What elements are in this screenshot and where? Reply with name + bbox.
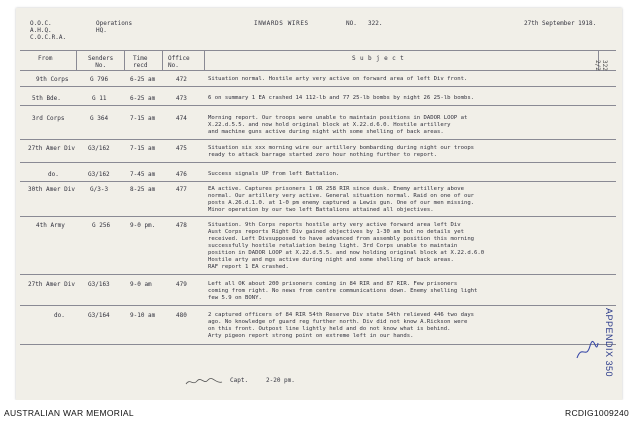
col-divider-2 <box>124 50 125 70</box>
row-rule <box>20 181 616 182</box>
doc-title: INWARDS WIRES <box>254 20 309 27</box>
row-subject-line: Situation six xxx morning wire our artillery bombarding during night our troops <box>208 145 475 151</box>
row-office: 479 <box>176 281 187 288</box>
row-subject-line: Situation. 9th Corps reports hostile arty very active forward area left Div <box>208 222 461 228</box>
row-subject-line: Minor operation by our two left Battalions attained all objectives. <box>208 207 434 213</box>
doc-no-label: NO. <box>346 20 357 27</box>
row-from: 30th Amer Div <box>28 186 75 193</box>
row-rule <box>20 216 616 217</box>
header-rule-bottom <box>20 70 616 71</box>
row-from: 27th Amer Div <box>28 145 75 152</box>
row-subject-line: Morning report. Our troops were unable to maintain positions in DADOR LOOP at <box>208 115 468 121</box>
row-subject-line: 2 captured officers of 84 RIR 54th Reserve Div state 54th relieved 446 two days <box>208 312 475 318</box>
row-subject-line: ready to attack barrage started zero hour nothing further to report. <box>208 152 438 158</box>
handwritten-signature <box>184 376 224 388</box>
row-subject-line: few 5.9 on BONY. <box>208 295 262 301</box>
row-office: 478 <box>176 222 187 229</box>
row-rule <box>20 139 616 140</box>
signoff-rank: Capt. <box>230 377 249 384</box>
header-ops: Operations HQ. <box>96 20 133 34</box>
row-office: 476 <box>176 171 187 178</box>
row-time: 9-0 am <box>130 281 152 288</box>
row-senders: G3/162 <box>88 145 110 152</box>
col-divider-3 <box>162 50 163 70</box>
row-office: 472 <box>176 76 187 83</box>
row-subject-line: position in DADOR LOOP at X.22.d.5.5. and now holding original block at X.22.d.6.0 <box>208 250 485 256</box>
row-from: do. <box>54 312 65 319</box>
row-time: 7-45 am <box>130 171 156 178</box>
doc-date: 27th September 1918. <box>524 20 597 27</box>
row-subject-line: EA active. Captures prisoners 1 OR 258 RIR since dusk. Enemy artillery above <box>208 186 464 192</box>
row-subject-line: Success signals UP from left Battalion. <box>208 171 340 177</box>
document-sheet <box>16 8 622 400</box>
row-time: 6-25 am <box>130 76 156 83</box>
col-senders: Senders No. <box>88 55 114 69</box>
row-rule <box>20 162 616 163</box>
row-senders: G3/163 <box>88 281 110 288</box>
row-senders: G/3-3 <box>90 186 109 193</box>
margin-note: 322 2/2 <box>594 60 608 71</box>
row-subject-line: Situation normal. Hostile arty very active on forward area of left Div front. <box>208 76 468 82</box>
row-time: 7-15 am <box>130 145 156 152</box>
row-subject-line: received. Left Divsupposed to have advanced from assembly position this morning <box>208 236 475 242</box>
footer-institution: AUSTRALIAN WAR MEMORIAL <box>4 408 134 418</box>
col-divider-4 <box>204 50 205 70</box>
row-senders: G 11 <box>92 95 107 102</box>
row-subject-line: RAF report 1 EA crashed. <box>208 264 289 270</box>
row-subject-line: Left all OK about 200 prisoners coming in 84 RIR and 87 RIR. Few prisoners <box>208 281 458 287</box>
archive-footer <box>0 400 640 422</box>
blue-ink-mark <box>574 340 600 362</box>
col-office: Office No. <box>168 55 190 69</box>
row-subject-line: coming from right. No news from centre communications down. Enemy shelling light <box>208 288 478 294</box>
row-subject-line: X.22.d.5.5. and now hold original block at X.22.d.6.0. Hostile artillery <box>208 122 451 128</box>
row-subject-line: and machine guns active during night with some shelling of back areas. <box>208 129 444 135</box>
col-subject: S u b j e c t <box>352 55 405 62</box>
row-subject-line: ago. No knowledge of guard reg further north. Div did not know A.Rickson were <box>208 319 468 325</box>
row-subject-line: Aust Corps reports Right Div gained objectives by 1-30 am but no details yet <box>208 229 464 235</box>
row-senders: G 796 <box>90 76 109 83</box>
row-office: 480 <box>176 312 187 319</box>
row-from: 3rd Corps <box>32 115 65 122</box>
signoff-time: 2-20 pm. <box>266 377 295 384</box>
row-office: 474 <box>176 115 187 122</box>
col-from: From <box>38 55 53 62</box>
row-from: 27th Amer Div <box>28 281 75 288</box>
col-time: Time recd <box>133 55 148 69</box>
col-divider-1 <box>76 50 77 70</box>
appendix-stamp: APPENDIX 350 <box>604 308 614 378</box>
row-from: 9th Corps <box>36 76 69 83</box>
row-subject-line: posts A.26.d.1.0. at 1-0 pm enemy captured a Lewis gun. One of our men missing. <box>208 200 475 206</box>
header-rule-top <box>20 50 616 51</box>
row-subject-line: normal. Our artillery very active. General situation normal. Raid on one of our <box>208 193 475 199</box>
doc-no-value: 322. <box>368 20 383 27</box>
row-from: 4th Army <box>36 222 65 229</box>
footer-catalog-id: RCDIG1009240 <box>565 408 630 418</box>
row-senders: G3/164 <box>88 312 110 319</box>
row-senders: G3/162 <box>88 171 110 178</box>
row-subject-line: on this front. Outpost line lightly held and do not know what is behind. <box>208 326 451 332</box>
row-rule <box>20 105 616 106</box>
row-time: 9-0 pm. <box>130 222 156 229</box>
row-subject-line: successfully hostile retaliation being light. 3rd Corps unable to maintain <box>208 243 458 249</box>
row-from: do. <box>48 171 59 178</box>
row-time: 6-25 am <box>130 95 156 102</box>
row-office: 477 <box>176 186 187 193</box>
row-rule <box>20 344 616 345</box>
header-left-title: O.O.C. A.H.Q. C.O.C.R.A. <box>30 20 67 41</box>
row-rule <box>20 305 616 306</box>
row-from: 5th Bde. <box>32 95 61 102</box>
row-rule <box>20 86 616 87</box>
row-senders: G 364 <box>90 115 109 122</box>
row-time: 7-15 am <box>130 115 156 122</box>
row-subject-line: 6 on summary 1 EA crashed 14 112-lb and 77 25-lb bombs by night 26 25-lb bombs. <box>208 95 475 101</box>
row-office: 473 <box>176 95 187 102</box>
row-time: 8-25 am <box>130 186 156 193</box>
row-office: 475 <box>176 145 187 152</box>
row-subject-line: Arty pigeon report strong point on extreme left in our hands. <box>208 333 414 339</box>
row-senders: G 256 <box>92 222 111 229</box>
row-rule <box>20 274 616 275</box>
row-subject-line: Hostile arty and mgs active during night and some shelling of back areas. <box>208 257 454 263</box>
row-time: 9-10 am <box>130 312 156 319</box>
